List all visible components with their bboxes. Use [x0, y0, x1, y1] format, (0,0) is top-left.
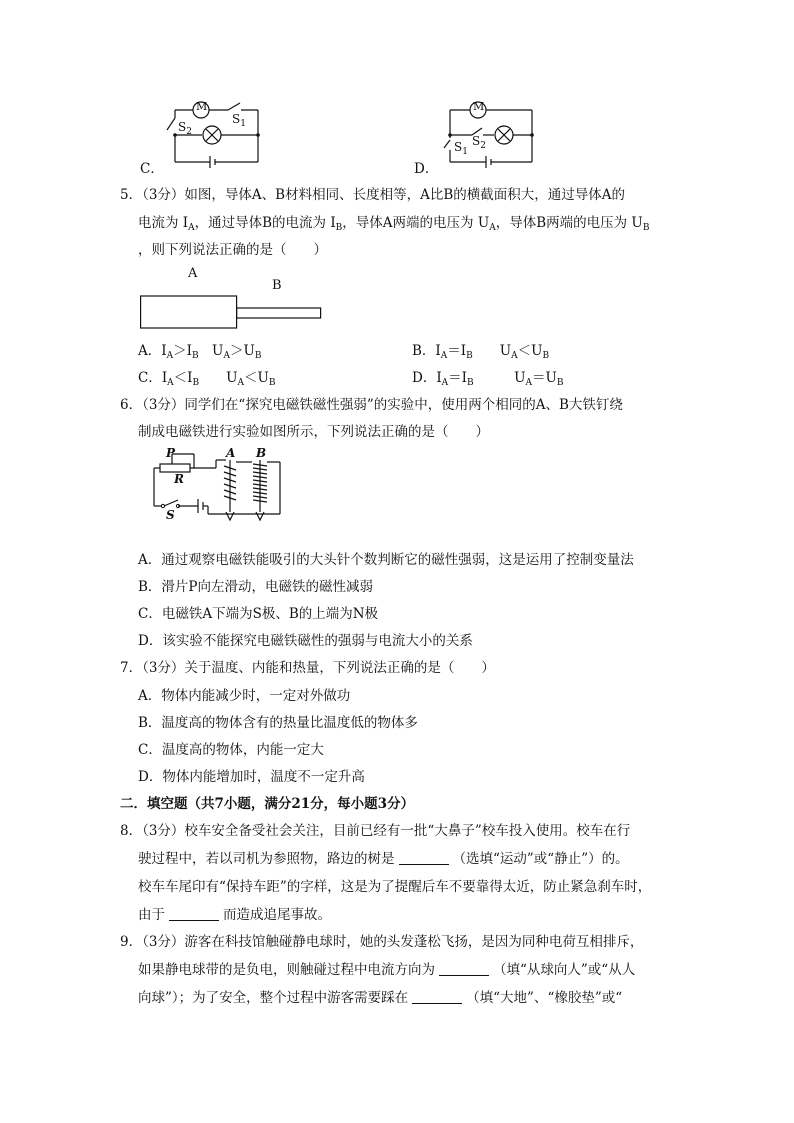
q8-blank-2[interactable]: [169, 907, 219, 921]
nail-b-label: B: [256, 446, 267, 460]
q8-blank-1[interactable]: [399, 851, 449, 865]
q5-option-d[interactable]: D．$I_A=I_B$ $U_A=U_B$: [412, 370, 564, 388]
q9-line-2: 如果静电球带的是负电，则触碰过程中电流方向为 （填“从球向人”或“从人: [138, 962, 636, 978]
q5-line-3: ，则下列说法正确的是（ ）: [138, 242, 327, 258]
q4-option-d-label: D．: [414, 161, 439, 177]
q7-option-a[interactable]: A．物体内能减少时，一定对外做功: [138, 688, 351, 704]
q7-option-d[interactable]: D．物体内能增加时，温度不一定升高: [138, 769, 365, 785]
q8-line-4: 由于 而造成追尾事故。: [138, 907, 331, 923]
q8-line-1: 8．（3分）校车安全备受社会关注，目前已经有一批“大鼻子”校车投入使用。校车在行: [120, 823, 631, 839]
conductor-drawing: [140, 292, 330, 332]
q5-option-a[interactable]: A．$I_A>I_B$ $U_A>U_B$: [138, 343, 262, 361]
q7-line-1: 7．（3分）关于温度、内能和热量，下列说法正确的是（ ）: [120, 660, 495, 676]
q5-line-2: 电流为 $I_A$，通过导体B的电流为 $I_B$，导体A两端的电压为 $U_A$，导体B两端的电压为 $U_B$: [138, 215, 650, 233]
switch-s1-label: $S_1$: [232, 112, 246, 129]
motor-label: M: [196, 100, 208, 113]
q6-line-1: 6．（3分）同学们在“探究电磁铁磁性强弱”的实验中，使用两个相同的A、B大铁钉绕: [120, 397, 623, 413]
q8-line-2: 驶过程中，若以司机为参照物，路边的树是 （选填“运动”或“静止”）的。: [138, 851, 629, 867]
section-2-title: 二．填空题（共7小题，满分21分，每小题3分）: [120, 796, 415, 812]
switch-s2-label: $S_2$: [178, 120, 192, 137]
q6-line-2: 制成电磁铁进行实验如图所示，下列说法正确的是（ ）: [138, 424, 489, 440]
q6-option-c[interactable]: C．电磁铁A下端为S极、B的上端为N极: [138, 606, 379, 622]
q5-line-1: 5．（3分）如图，导体A、B材料相同、长度相等，A比B的横截面积大，通过导体A的: [120, 187, 626, 203]
q9-line-3: 向球”）；为了安全，整个过程中游客需要踩在 （填“大地”、“橡胶垫”或“: [138, 990, 623, 1006]
q9-blank-2[interactable]: [412, 990, 462, 1004]
q6-option-a[interactable]: A．通过观察电磁铁能吸引的大头针个数判断它的磁性强弱，这是运用了控制变量法: [138, 552, 634, 568]
slider-p-label: P: [166, 446, 176, 460]
nail-a-label: A: [226, 446, 236, 460]
switch-s-label: S: [166, 508, 175, 522]
q8-line-3: 校车车尾印有“保持车距”的字样，这是为了提醒后车不要靠得太近，防止紧急刹车时，: [138, 879, 652, 895]
q6-electromagnet-figure: [148, 446, 288, 530]
q7-option-b[interactable]: B．温度高的物体含有的热量比温度低的物体多: [138, 715, 418, 731]
q7-option-c[interactable]: C．温度高的物体，内能一定大: [138, 742, 324, 758]
conductor-b-label: B: [272, 278, 282, 293]
q9-blank-1[interactable]: [439, 962, 489, 976]
conductor-a-label: A: [188, 266, 198, 281]
motor-label: M: [473, 100, 485, 113]
switch-s1-label: $S_1$: [454, 140, 468, 157]
q9-line-1: 9．（3分）游客在科技馆触碰静电球时，她的头发蓬松飞扬，是因为同种电荷互相排斥，: [120, 934, 644, 950]
rheostat-r-label: R: [174, 472, 184, 486]
q5-option-c[interactable]: C．$I_A<I_B$ $U_A<U_B$: [138, 370, 276, 388]
q6-option-b[interactable]: B．滑片P向左滑动，电磁铁的磁性减弱: [138, 579, 374, 595]
q6-option-d[interactable]: D．该实验不能探究电磁铁磁性的强弱与电流大小的关系: [138, 633, 473, 649]
q4-option-c-label: C．: [140, 161, 164, 177]
switch-s2-label: $S_2$: [472, 134, 486, 151]
q5-option-b[interactable]: B．$I_A=I_B$ $U_A<U_B$: [412, 343, 550, 361]
q5-conductor-figure: [140, 266, 330, 332]
